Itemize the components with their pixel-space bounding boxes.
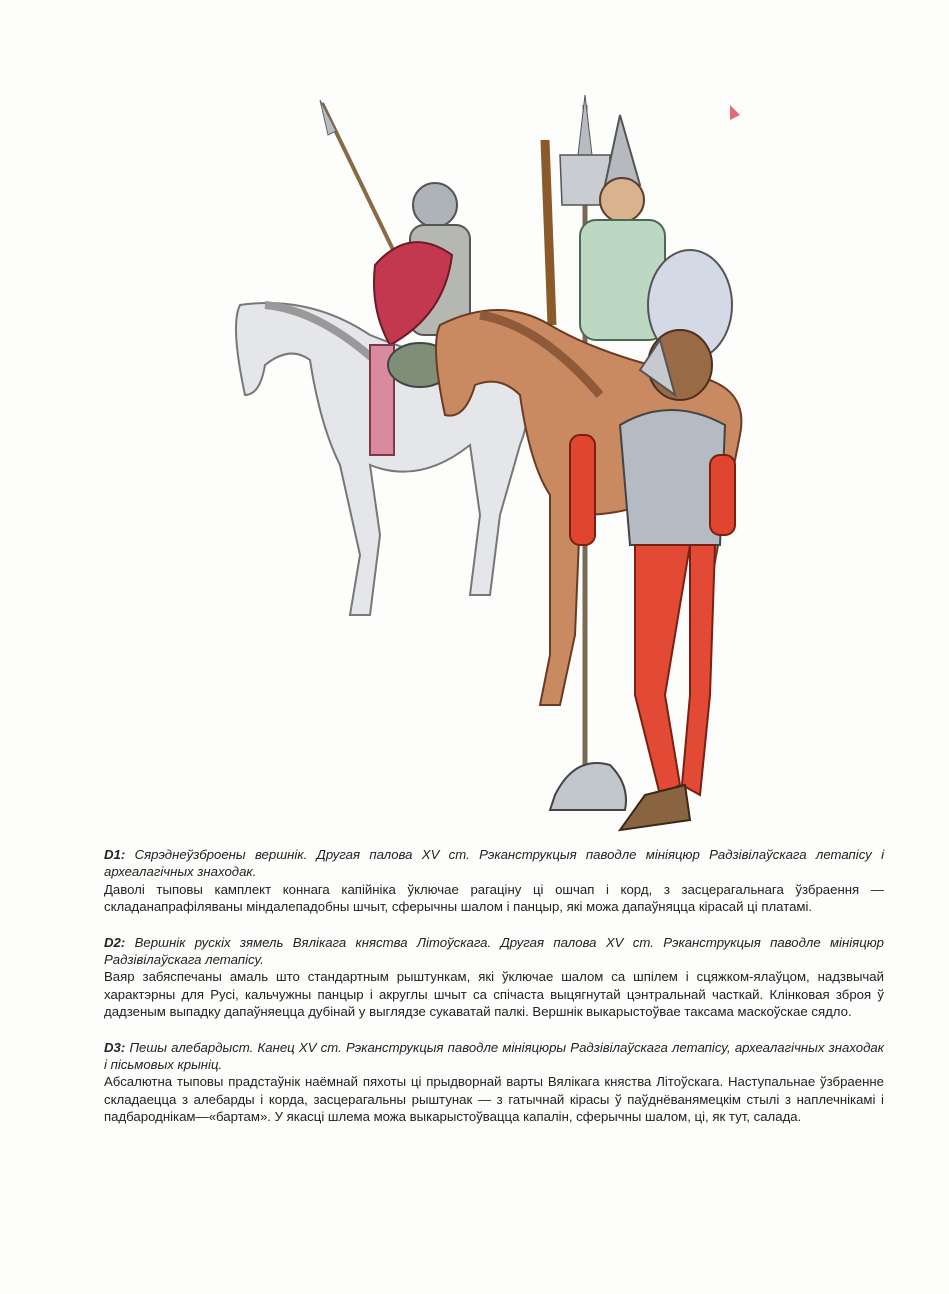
caption-title: Пешы алебардыст. Канец XV ст. Рэканструкцыя паводле мініяцюры Радзівілаўскага летапісу, археалагічных знаходак і пісьмовых крыніц. <box>104 1039 884 1073</box>
caption-id: D1: <box>104 847 126 862</box>
caption-heading <box>104 846 884 881</box>
caption-heading <box>104 1039 884 1074</box>
caption-d1 <box>104 846 884 916</box>
lance <box>320 100 398 260</box>
caption-id: D2: <box>104 934 126 950</box>
caption-body: Ваяр забяспечаны амаль што стандартным рыштункам, які ўключае шалом са шпілем і сцяжком-ялаўцом, надзвычай характэрны для Русі, кальчужны панцыр і акруглы шчыт са спічаста выцягнутай цэнтральнай часткай. Клінковая зброя ў дадзеным выпадку дапаўняецца дубінай у выглядзе сукаватай палкі. Вершнік выкарыстоўвае таксама маскоўскае сядло. <box>104 969 884 1020</box>
club <box>545 140 552 325</box>
caption-heading <box>104 934 884 969</box>
caption-id: D3: <box>104 1039 126 1055</box>
caption-d3 <box>104 1039 884 1126</box>
rider-two <box>580 105 740 360</box>
caption-title: Вершнік рускіх зямель Вялікага княства Літоўскага. Другая палова XV ст. Рэканструкцыя паводле мініяцюр Радзівілаўскага летапісу. <box>104 934 884 968</box>
caption-body: Даволі тыповы камплект коннага капійніка ўключае рагаціну ці ошчап і корд, з засцерагальнага ўзбраення — складанапрафіляваны міндалепадобны шчыт, сферычны шалом і панцыр, які можа дапаўняцца кірасай ці платамі. <box>104 881 884 915</box>
caption-title: Сярэднеўзброены вершнік. Другая палова XV ст. Рэканструкцыя паводле мініяцюр Радзівілаўскага летапісу і археалагічных знаходак. <box>104 847 884 880</box>
warriors-illustration <box>220 95 780 835</box>
captions <box>104 846 884 1144</box>
caption-body: Абсалютна тыповы прадстаўнік наёмнай пяхоты ці прыдворнай варты Вялікага княства Літоўскага. Наступальнае ўзбраенне складаецца з алебарды і корда, засцерагальны рыштунак — з гатычнай кірасы ў паўднёванямецкім стылі з наплечнікамі і падбароднікам—«бартам». У якасці шлема можа выкарыстоўвацца капалін, сферычны шалом, ці, як тут, салада. <box>104 1074 884 1125</box>
caption-d2 <box>104 934 884 1021</box>
